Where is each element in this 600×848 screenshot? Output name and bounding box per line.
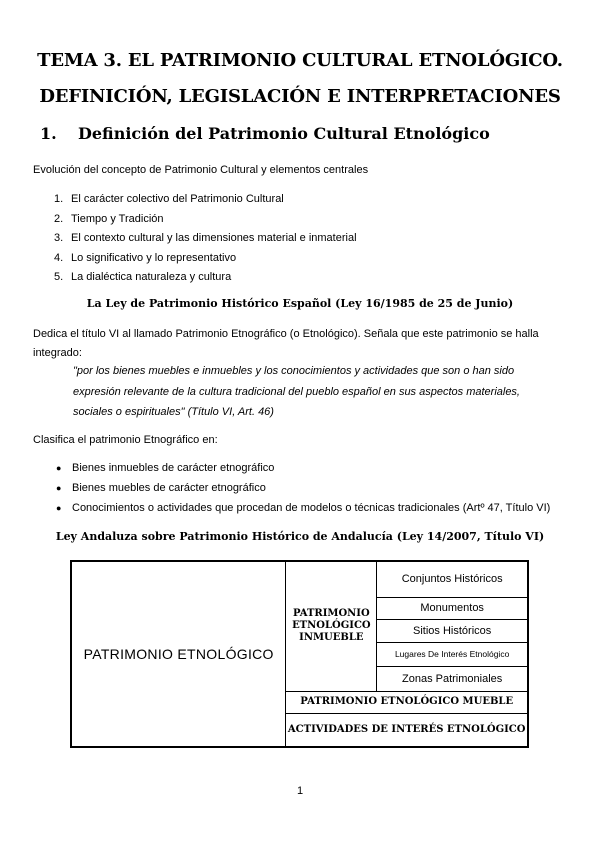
document-title-line-2: DEFINICIÓN, LEGISLACIÓN E INTERPRETACIONES [39, 86, 561, 107]
list-item: ● Conocimientos o actividades que procedan de modelos o técnicas tradicionales (Artº 47, Título VI) [56, 498, 550, 518]
page-number: 1 [296, 785, 304, 797]
list-item: 4. Lo significativo y lo representativo [54, 251, 237, 264]
list-item: 2. Tiempo y Tradición [54, 212, 164, 225]
bullet-list [56, 458, 550, 518]
section-number: 1. [40, 124, 57, 143]
patrimonio-table [70, 560, 529, 748]
bullet-icon: ● [56, 463, 62, 473]
table-root-cell: PATRIMONIO ETNOLÓGICO [71, 561, 286, 747]
table-cell: Sitios Históricos [377, 619, 528, 642]
bullet-icon: ● [56, 483, 62, 493]
ley-andaluza-heading: Ley Andaluza sobre Patrimonio Histórico de Andalucía (Ley 14/2007, Título VI) [55, 530, 545, 543]
list-item: 1. El carácter colectivo del Patrimonio Cultural [54, 193, 284, 205]
elements-list [54, 190, 357, 288]
table-mueble-cell: PATRIMONIO ETNOLÓGICO MUEBLE [286, 691, 528, 713]
ley-espanola-heading: La Ley de Patrimonio Histórico Español (Ley 16/1985 de 25 de Junio) [86, 297, 514, 310]
table-cell: Monumentos [377, 597, 528, 619]
table-actividades-cell: ACTIVIDADES DE INTERÉS ETNOLÓGICO [286, 713, 528, 747]
ley-espanola-paragraph: Dedica el título VI al llamado Patrimonio Etnográfico (o Etnológico). Señala que este patrimonio se halla integrado: [33, 328, 539, 359]
clasifica-text: Clasifica el patrimonio Etnográfico en: [33, 434, 218, 446]
section-heading [40, 124, 490, 143]
table-cell: Zonas Patrimoniales [377, 666, 528, 691]
table-cell: Lugares De Interés Etnológico [377, 642, 528, 666]
document-title-line-1: TEMA 3. EL PATRIMONIO CULTURAL ETNOLÓGICO. [37, 50, 563, 71]
section-title: Definición del Patrimonio Cultural Etnológico [78, 124, 490, 143]
table-inmueble-cell: PATRIMONIO ETNOLÓGICO INMUEBLE [286, 561, 377, 691]
bullet-icon: ● [56, 503, 62, 513]
list-item: ● Bienes muebles de carácter etnográfico [56, 478, 550, 498]
section-intro: Evolución del concepto de Patrimonio Cultural y elementos centrales [33, 164, 369, 176]
list-item: 3. El contexto cultural y las dimensiones material e inmaterial [54, 232, 357, 244]
list-item: ● Bienes inmuebles de carácter etnográfico [56, 458, 550, 478]
table-cell: Conjuntos Históricos [377, 561, 528, 597]
ley-quote: "por los bienes muebles e inmuebles y los conocimientos y actividades que son o han sido expresión relevante de la cultura tradicional del pueblo español en sus aspectos materiales, sociales o espirituales" (Título VI, Art. 46) [73, 365, 520, 418]
list-item: 5. La dialéctica naturaleza y cultura [54, 271, 232, 283]
